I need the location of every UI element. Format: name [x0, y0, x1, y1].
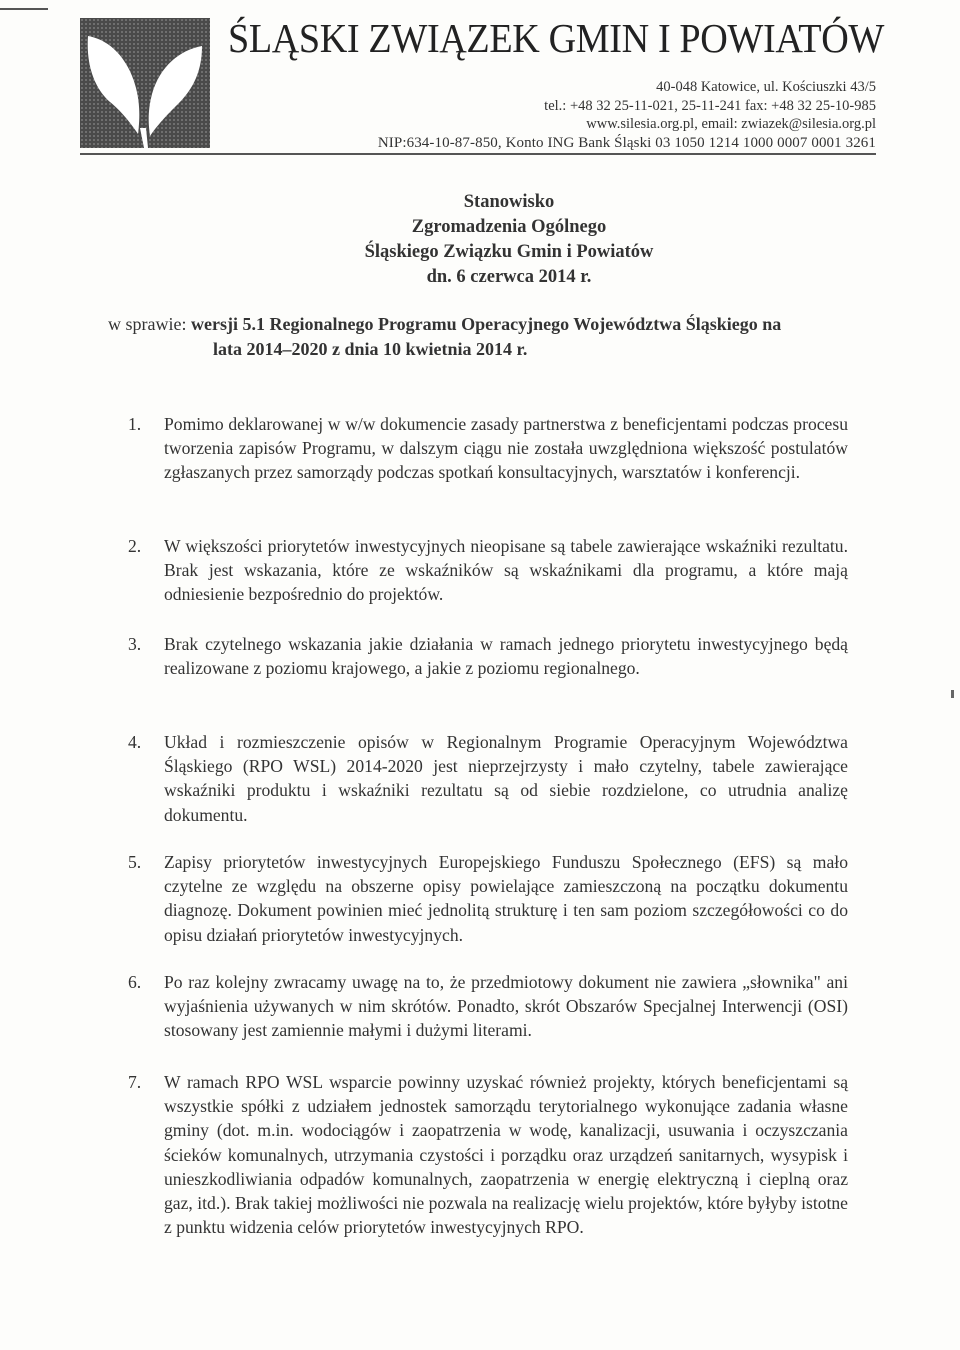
contact-block	[378, 78, 876, 152]
item-number: 2.	[128, 536, 142, 556]
list-item	[128, 632, 848, 680]
item-number: 5.	[128, 852, 142, 872]
item-text: W większości priorytetów inwestycyjnych nieopisane są tabele zawierające wskaźniki rezultatu. Brak jest wskazania, które ze wskaźników są wskaźnikami dla programu, a które mają odniesienie bezpośrednio do projektów.	[164, 536, 848, 605]
subject-block	[108, 312, 868, 362]
list-item	[128, 412, 848, 485]
address-line: 40-048 Katowice, ul. Kościuszki 43/5	[656, 79, 876, 95]
scan-corner-mark	[0, 8, 48, 10]
item-number: 7.	[128, 1072, 142, 1092]
item-number: 3.	[128, 634, 142, 654]
organization-name: ŚLĄSKI ZWIĄZEK GMIN I POWIATÓW	[228, 15, 885, 61]
list-item	[128, 1070, 848, 1239]
header-divider	[80, 153, 876, 155]
list-item	[128, 534, 848, 607]
title-line-1: Stanowisko	[463, 192, 555, 212]
web-email-line: www.silesia.org.pl, email: zwiazek@silesia.org.pl	[586, 116, 876, 132]
title-line-3: Śląskiego Związku Gmin i Powiatów	[364, 242, 654, 262]
item-text: Układ i rozmieszczenie opisów w Regionalnym Programie Operacyjnym Województwa Śląskiego (RPO WSL) 2014-2020 jest nieprzejrzysty i mało czytelny, tabele zawierające wskaźniki produktu i wskaźniki rezultatu są od siebie rozdzielone, co utrudnia analizę dokumentu.	[164, 732, 848, 825]
item-text: W ramach RPO WSL wsparcie powinny uzyskać również projekty, których beneficjentami są wszystkie spółki z udziałem jednostek samorządu terytorialnego wykonujące zadania własne gminy (dot. m.in. wodociągów i zaopatrzenia w wodę, kanalizacji, usuwania i oczyszczania ścieków komunalnych, utrzymania czystości i porządku oraz urządzeń sanitarnych, wysypisk i unieszkodliwiania odpadów komunalnych, zaopatrzenia w energię elektryczną i cieplną oraz gaz, itd.). Brak takiej możliwości nie pozwala na realizację wielu projektów, które byłyby istotne z punktu widzenia celów priorytetów inwestycyjnych RPO.	[164, 1072, 848, 1238]
title-line-2: Zgromadzenia Ogólnego	[411, 217, 607, 237]
item-text: Brak czytelnego wskazania jakie działania w ramach jednego priorytetu inwestycyjnego będą realizowane z poziomu krajowego, a jakie z poziomu regionalnego.	[164, 634, 848, 679]
list-item	[128, 730, 848, 827]
subject-line-1: wersji 5.1 Regionalnego Programu Operacyjnego Województwa Śląskiego na	[190, 314, 782, 334]
item-number: 1.	[128, 414, 142, 434]
item-number: 4.	[128, 732, 142, 752]
list-item	[128, 970, 848, 1043]
organization-logo	[80, 18, 210, 148]
logo-emblem-icon	[80, 18, 210, 148]
scan-edge-mark	[951, 690, 954, 698]
item-text: Po raz kolejny zwracamy uwagę na to, że przedmiotowy dokument nie zawiera „słownika" ani wyjaśnienia używanych w nim skrótów. Ponadto, skrót Obszarów Specjalnej Interwencji (OSI) stosowany jest zamiennie małymi i dużymi literami.	[164, 972, 848, 1041]
subject-line-2: lata 2014–2020 z dnia 10 kwietnia 2014 r.	[213, 339, 528, 359]
list-item	[128, 850, 848, 947]
nip-bank-line: NIP:634-10-87-850, Konto ING Bank Śląski 03 1050 1214 1000 0007 0001 3261	[377, 134, 876, 151]
item-number: 6.	[128, 972, 142, 992]
subject-label: w sprawie:	[108, 314, 187, 334]
title-date: dn. 6 czerwca 2014 r.	[426, 267, 592, 287]
document-title	[0, 190, 960, 290]
item-text: Pomimo deklarowanej w w/w dokumencie zasady partnerstwa z beneficjentami podczas procesu tworzenia zapisów Programu, w dalszym ciągu nie została uwzględniona większość postulatów zgłaszanych przez samorządy podczas spotkań konsultacyjnych, warsztatów i konferencji.	[164, 414, 848, 483]
item-text: Zapisy priorytetów inwestycyjnych Europejskiego Funduszu Społecznego (EFS) są mało czytelne ze względu na obszerne opisy powielające zamieszczoną na początku dokumentu diagnozę. Dokument powinien mieć jednolitą strukturę i ten sam poziom szczegółowości co do opisu działań priorytetów inwestycyjnych.	[164, 852, 848, 945]
phone-fax-line: tel.: +48 32 25-11-021, 25-11-241 fax: +48 32 25-10-985	[544, 97, 876, 114]
